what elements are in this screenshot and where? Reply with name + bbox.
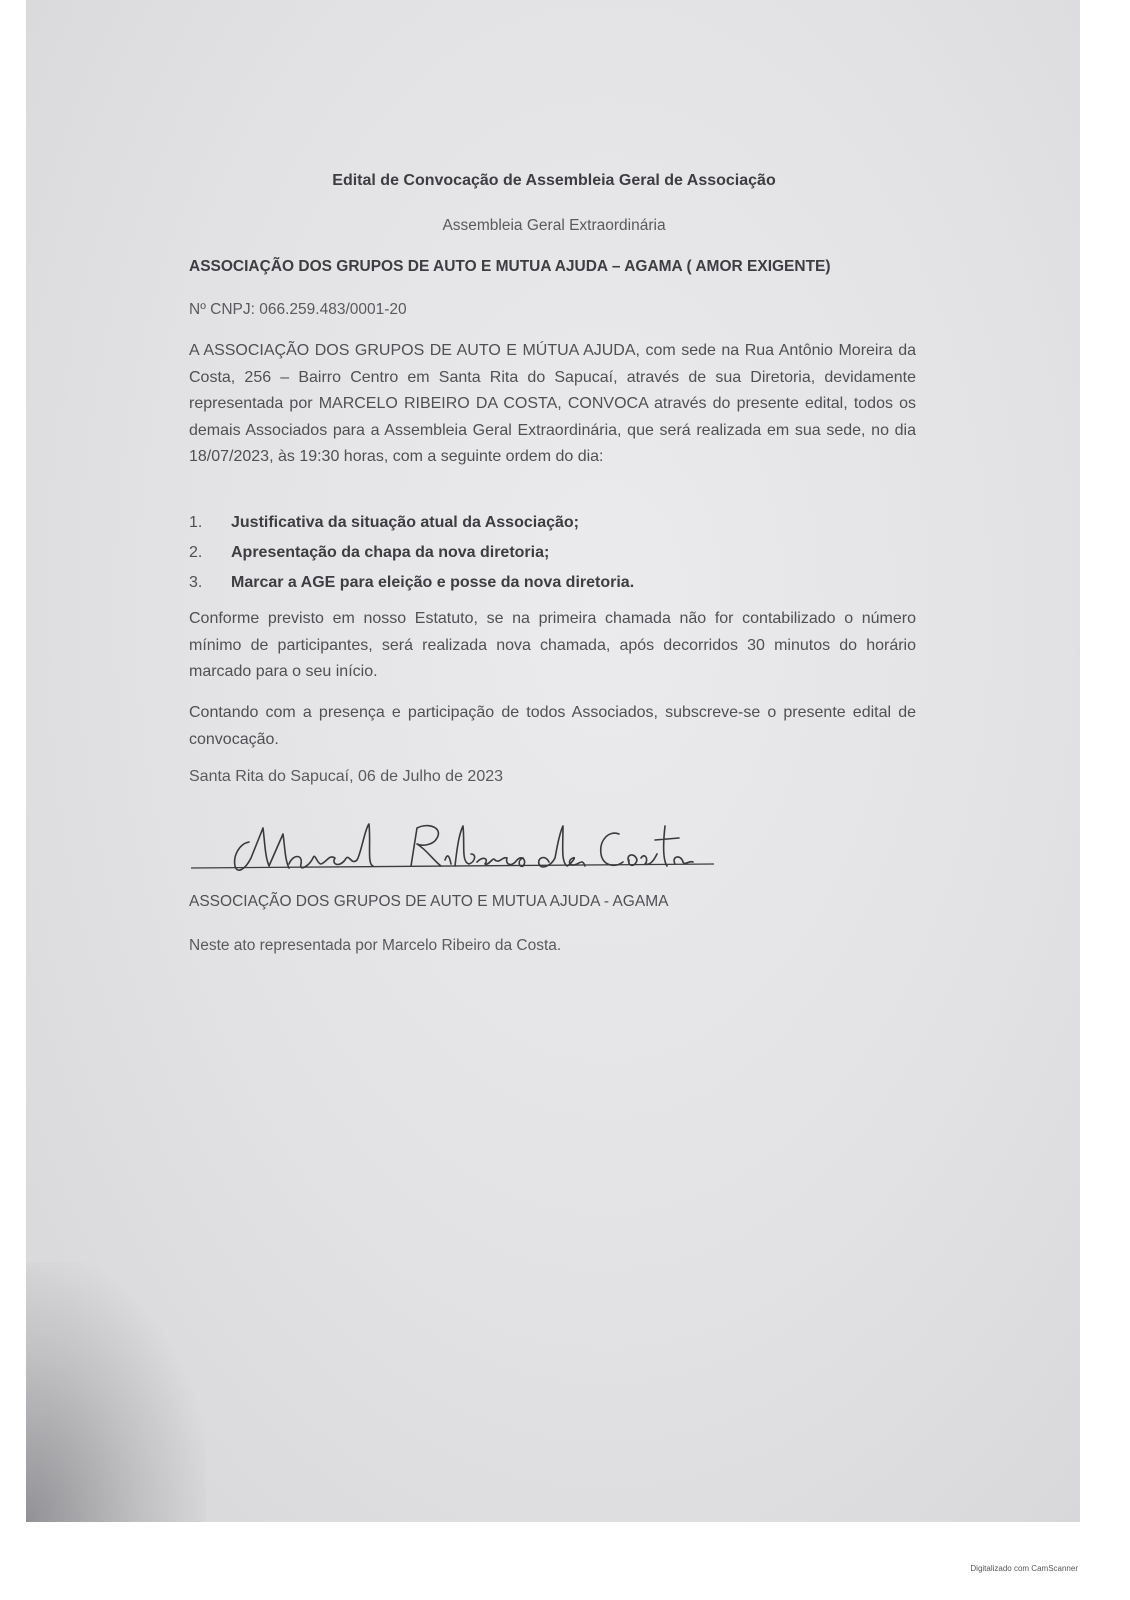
signature-strokes	[235, 824, 693, 870]
agenda-item-text: Apresentação da chapa da nova diretoria;	[231, 544, 550, 561]
scanner-watermark: Digitalizado com CamScanner	[970, 1564, 1078, 1573]
place-and-date: Santa Rita do Sapucaí, 06 de Julho de 2023	[189, 768, 504, 785]
agenda-list	[189, 508, 916, 598]
agenda-item	[189, 508, 916, 538]
statute-paragraph: Conforme previsto em nosso Estatuto, se na primeira chamada não for contabilizado o número mínimo de participantes, será realizada nova chamada, após decorridos 30 minutos do horário marcado para o seu início.	[189, 610, 916, 680]
agenda-item-text: Justificativa da situação atual da Associação;	[231, 514, 579, 531]
scanned-page	[26, 0, 1080, 1522]
agenda-item-number: 2.	[189, 544, 203, 561]
signature-organization: ASSOCIAÇÃO DOS GRUPOS DE AUTO E MUTUA AJUDA - AGAMA	[189, 893, 669, 910]
agenda-item-number: 3.	[189, 574, 203, 591]
cnpj-number: Nº CNPJ: 066.259.483/0001-20	[189, 301, 407, 318]
document-title: Edital de Convocação de Assembleia Geral de Associação	[332, 172, 776, 189]
handwritten-signature	[189, 804, 729, 886]
agenda-item	[189, 568, 916, 598]
agenda-item	[189, 538, 916, 568]
agenda-item-number: 1.	[189, 514, 203, 531]
document-subtitle: Assembleia Geral Extraordinária	[442, 217, 666, 234]
signature-representative: Neste ato representada por Marcelo Ribeiro da Costa.	[189, 937, 562, 954]
agenda-item-text: Marcar a AGE para eleição e posse da nova diretoria.	[231, 574, 635, 591]
convocation-paragraph: A ASSOCIAÇÃO DOS GRUPOS DE AUTO E MÚTUA AJUDA, com sede na Rua Antônio Moreira da Costa, 256 – Bairro Centro em Santa Rita do Sapucaí, através de sua Diretoria, devidamente representada por MARCELO RIBEIRO DA COSTA, CONVOCA através do presente edital, todos os demais Associados para a Assembleia Geral Extraordinária, que será realizada em sua sede, no dia 18/07/2023, às 19:30 horas, com a seguinte ordem do dia:	[189, 342, 916, 465]
scan-shadow	[26, 1262, 206, 1522]
organization-name: ASSOCIAÇÃO DOS GRUPOS DE AUTO E MUTUA AJUDA – AGAMA ( AMOR EXIGENTE)	[189, 258, 831, 275]
closing-paragraph: Contando com a presença e participação de todos Associados, subscreve-se o presente edital de convocação.	[189, 704, 916, 748]
